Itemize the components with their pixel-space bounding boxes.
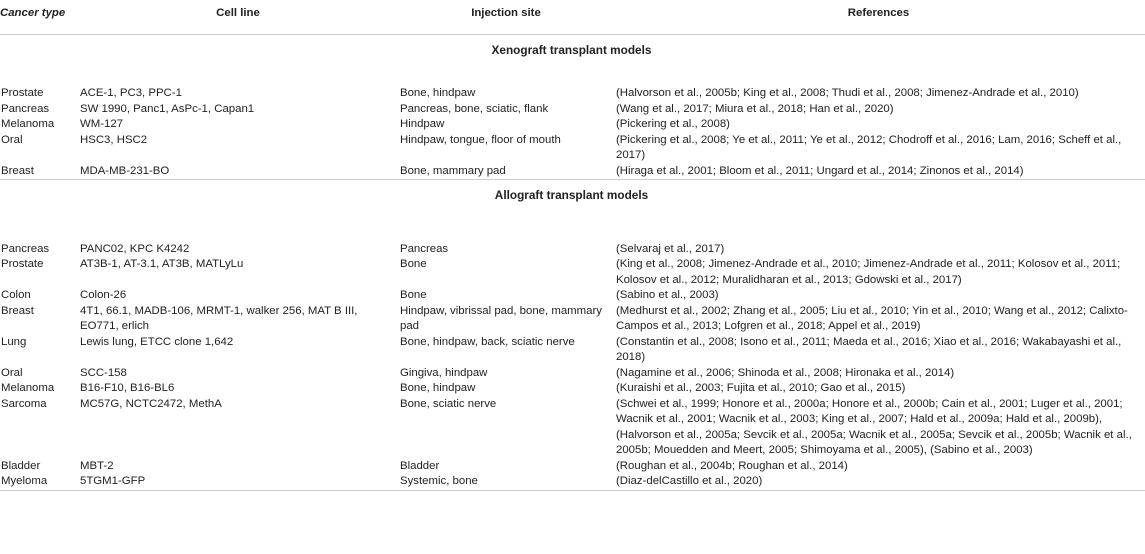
injection-site-cell: Pancreas, bone, sciatic, flank [400, 102, 549, 115]
injection-site-cell: Pancreas [400, 242, 449, 255]
references-cell: (Constantin et al., 2008; Isono et al., 2011; Maeda et al., 2016; Xiao et al., 2016; Wakabayashi et al., 2018) [616, 335, 1122, 363]
references-cell: (Wang et al., 2017; Miura et al., 2018; Han et al., 2020) [616, 102, 894, 115]
table-row [0, 242, 1145, 258]
cell-line-cell: PANC02, KPC K4242 [80, 242, 190, 255]
section-title-row [0, 34, 1145, 86]
references-cell: (Nagamine et al., 2006; Shinoda et al., 2008; Hironaka et al., 2014) [616, 366, 955, 379]
cell-line-cell: MBT-2 [80, 459, 114, 472]
table-row [0, 304, 1145, 335]
cancer-type-cell: Oral [1, 366, 23, 379]
table-row [0, 133, 1145, 164]
cancer-type-cell: Colon [1, 289, 31, 301]
references-cell: (Schwei et al., 1999; Honore et al., 2000a; Honore et al., 2000b; Cain et al., 2001; Luger et al., 2001; Wacnik et al., 2001; Wacnik et al., 2003; King et al., 2007; Hald et al., 2009a; Hald et al., 2009b), (Halvorson et al., 2005a; Sevcik et al., 2005a; Wacnik et al., 2005a; Sevcik et al., 2005b; Wacnik et al., 2005b; Mouedden and Meert, 2005; Shimoyama et al., 2005), (Sabino et al., 2003) [616, 397, 1132, 456]
table-row [0, 164, 1145, 180]
injection-site-cell: Bone, sciatic nerve [400, 397, 497, 410]
cell-line-cell: MDA-MB-231-BO [80, 164, 170, 177]
references-cell: (King et al., 2008; Jimenez-Andrade et al., 2010; Jimenez-Andrade et al., 2011; Kolosov et al., 2011; Kolosov et al., 2012; Muralidharan et al., 2013; Gdowski et al., 2017) [616, 258, 1121, 286]
cell-line-cell: B16-F10, B16-BL6 [80, 382, 175, 394]
header-cell-line: Cell line [216, 7, 260, 19]
cancer-type-cell: Oral [1, 133, 23, 146]
references-cell: (Pickering et al., 2008; Ye et al., 2011; Ye et al., 2012; Chodroff et al., 2016; Lam, 2016; Scheff et al., 2017) [616, 133, 1122, 161]
references-cell: (Pickering et al., 2008) [616, 118, 730, 130]
cell-line-cell: ACE-1, PC3, PPC-1 [80, 87, 182, 99]
table-row [0, 397, 1145, 459]
cell-line-cell: 5TGM1-GFP [80, 475, 146, 487]
cancer-type-cell: Lung [1, 335, 27, 348]
cell-line-cell: Colon-26 [80, 289, 127, 301]
cell-line-cell: SW 1990, Panc1, AsPc-1, Capan1 [80, 102, 255, 115]
injection-site-cell: Gingiva, hindpaw [400, 366, 488, 379]
table-row [0, 459, 1145, 475]
cancer-type-cell: Prostate [1, 87, 44, 99]
injection-site-cell: Bladder [400, 459, 440, 472]
section-title: Allograft transplant models [494, 188, 649, 202]
references-cell: (Roughan et al., 2004b; Roughan et al., 2014) [616, 459, 848, 472]
table-row [0, 257, 1145, 288]
injection-site-cell: Hindpaw [400, 118, 445, 130]
injection-site-cell: Hindpaw, vibrissal pad, bone, mammary pad [400, 304, 602, 332]
table-row [0, 86, 1145, 102]
cancer-type-cell: Myeloma [1, 475, 48, 487]
cell-line-cell: AT3B-1, AT-3.1, AT3B, MATLyLu [80, 258, 244, 270]
table-row [0, 474, 1145, 490]
injection-site-cell: Bone [400, 289, 427, 301]
header-cancer-type: Cancer type [0, 7, 66, 19]
injection-site-cell: Bone, hindpaw, back, sciatic nerve [400, 335, 575, 348]
cancer-type-cell: Bladder [1, 459, 41, 472]
cancer-type-cell: Pancreas [1, 242, 50, 255]
header-references: References [847, 7, 910, 19]
table-row [0, 335, 1145, 366]
table-row [0, 366, 1145, 382]
references-cell: (Sabino et al., 2003) [616, 289, 719, 301]
table-row [0, 117, 1145, 133]
injection-site-cell: Bone [400, 258, 427, 270]
header-injection-site: Injection site [471, 7, 541, 19]
cell-line-cell: SCC-158 [80, 366, 127, 379]
references-cell: (Kuraishi et al., 2003; Fujita et al., 2010; Gao et al., 2015) [616, 382, 906, 394]
cell-line-cell: HSC3, HSC2 [80, 133, 148, 146]
injection-site-cell: Bone, hindpaw [400, 87, 476, 99]
cell-line-cell: Lewis lung, ETCC clone 1,642 [80, 335, 234, 348]
table-row [0, 102, 1145, 118]
references-cell: (Diaz-delCastillo et al., 2020) [616, 475, 763, 487]
header-row [0, 0, 1145, 34]
cancer-type-cell: Prostate [1, 258, 44, 270]
injection-site-cell: Systemic, bone [400, 475, 478, 487]
table-row [0, 381, 1145, 397]
cancer-type-cell: Melanoma [1, 382, 55, 394]
injection-site-cell: Bone, hindpaw [400, 382, 476, 394]
cancer-type-cell: Pancreas [1, 102, 50, 115]
references-cell: (Medhurst et al., 2002; Zhang et al., 2005; Liu et al., 2010; Yin et al., 2010; Wang et al., 2012; Calixto-Campos et al., 2013; Lofgren et al., 2018; Appel et al., 2019) [616, 304, 1128, 332]
references-cell: (Hiraga et al., 2001; Bloom et al., 2011; Ungard et al., 2014; Zinonos et al., 2014) [616, 164, 1024, 177]
injection-site-cell: Bone, mammary pad [400, 164, 506, 177]
cell-line-cell: MC57G, NCTC2472, MethA [80, 397, 222, 410]
cancer-type-cell: Breast [1, 164, 34, 177]
cancer-type-cell: Sarcoma [1, 397, 47, 410]
section-title-row [0, 180, 1145, 242]
references-cell: (Selvaraj et al., 2017) [616, 242, 725, 255]
cell-line-cell: WM-127 [80, 118, 124, 130]
cancer-type-cell: Breast [1, 304, 34, 317]
cancer-type-cell: Melanoma [1, 118, 55, 130]
injection-site-cell: Hindpaw, tongue, floor of mouth [400, 133, 561, 146]
cell-line-cell: 4T1, 66.1, MADB-106, MRMT-1, walker 256, MAT B III, EO771, erlich [80, 304, 358, 332]
references-cell: (Halvorson et al., 2005b; King et al., 2008; Thudi et al., 2008; Jimenez-Andrade et al., 2010) [616, 87, 1079, 99]
table-row [0, 288, 1145, 304]
section-title: Xenograft transplant models [491, 42, 652, 57]
